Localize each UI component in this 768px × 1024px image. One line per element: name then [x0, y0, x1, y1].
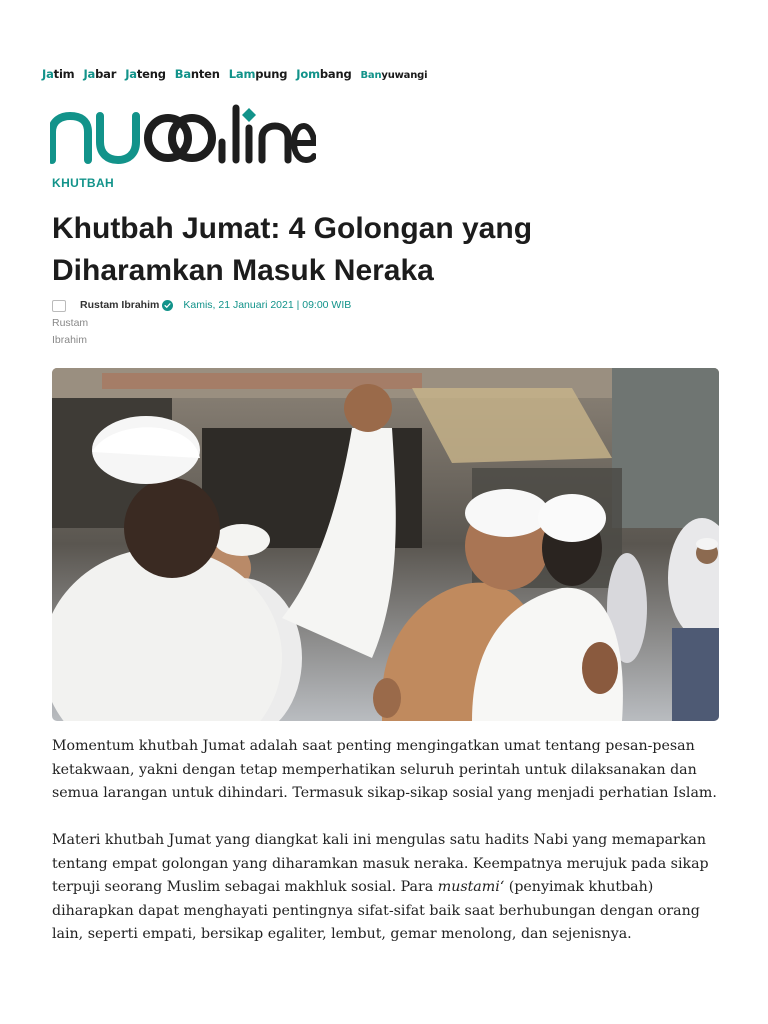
- article-meta: [52, 298, 351, 349]
- article-title: Khutbah Jumat: 4 Golongan yang Diharamkan Masuk Neraka: [52, 212, 533, 287]
- article-paragraph-1: Momentum khutbah Jumat adalah saat penting mengingatkan umat tentang pesan-pesan ketakwaan, yakni dengan tetap memperhatikan seluruh perintah untuk dilaksanakan dan semua larangan untuk dihindari. Termasuk sikap-sikap sosial yang menjadi perhatian Islam.: [52, 738, 717, 801]
- region-link-jombang[interactable]: Jombang: [296, 67, 352, 81]
- hero-image: [52, 368, 719, 721]
- region-link-lampung[interactable]: Lampung: [228, 67, 288, 81]
- region-link-banten[interactable]: Banten: [174, 67, 220, 81]
- region-link-banyuwangi[interactable]: Banyuwangi: [360, 70, 428, 81]
- author-avatar[interactable]: [52, 298, 89, 349]
- site-logo[interactable]: [50, 104, 316, 166]
- avatar-alt-text-line2: Ibrahim: [52, 334, 88, 346]
- verified-check-icon: [162, 300, 173, 311]
- avatar-alt-text-line1: Rustam: [52, 317, 89, 329]
- region-link-jabar[interactable]: Jabar: [83, 67, 117, 81]
- region-nav: [42, 67, 427, 81]
- article-body: [52, 735, 718, 970]
- region-link-jateng[interactable]: Jateng: [125, 67, 166, 81]
- article-category[interactable]: KHUTBAH: [52, 176, 115, 190]
- broken-image-icon: [52, 300, 66, 312]
- region-link-jatim[interactable]: Jatim: [42, 67, 75, 81]
- author-name-wrap[interactable]: [80, 299, 173, 311]
- publish-date: Kamis, 21 Januari 2021 | 09:00 WIB: [183, 299, 352, 311]
- italic-term: mustami‘: [437, 879, 505, 895]
- nu-online-logo-icon: [50, 104, 316, 166]
- article-paragraph-2: Materi khutbah Jumat yang diangkat kali ini mengulas satu hadits Nabi yang memaparkan tentang empat golongan yang diharamkan masuk neraka. Keempatnya merujuk pada sikap terpuji seorang Muslim sebagai makhluk sosial. Para mustami‘ (penyimak khutbah) diharapkan dapat menghayati pentingnya sifat-sifat baik saat berhubungan dengan orang lain, seperti empati, bersikap egaliter, lembut, gemar menolong, dan sejenisnya.: [52, 832, 709, 942]
- author-name: Rustam Ibrahim: [80, 299, 160, 311]
